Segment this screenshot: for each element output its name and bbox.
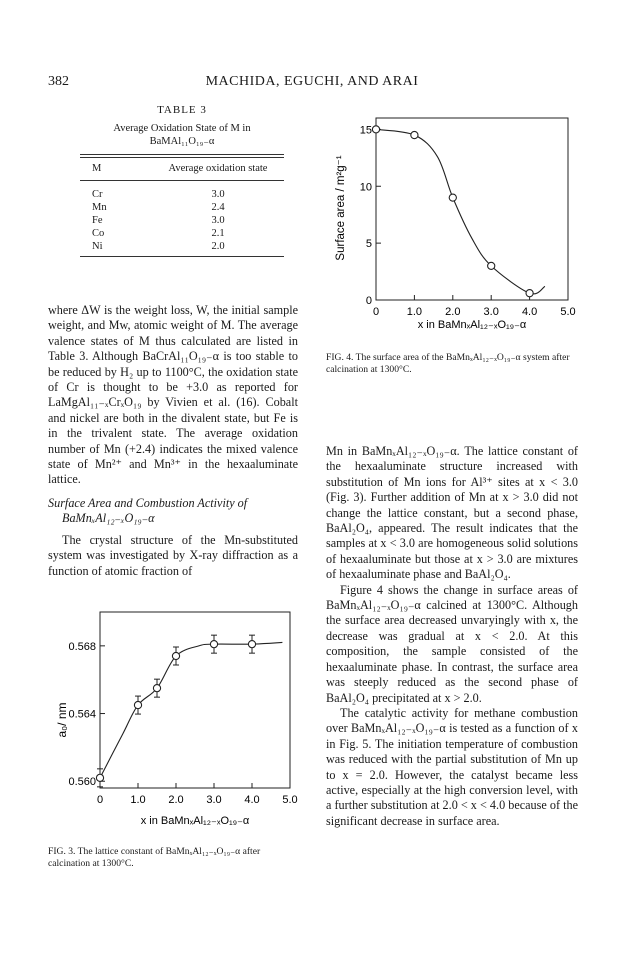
y-tick-label: 15 [359, 124, 372, 137]
table-header-state: Average oxidation state [168, 163, 268, 174]
y-tick-label: 0 [365, 295, 372, 307]
y-tick-label: 0.564 [68, 708, 96, 721]
x-tick-label: 2.0 [168, 794, 184, 806]
x-tick-label: 2.0 [445, 306, 461, 318]
data-point [526, 290, 533, 297]
x-axis-label: x in BaMnₓAl₁₂₋ₓO₁₉₋α [140, 815, 250, 827]
running-title: MACHIDA, EGUCHI, AND ARAI [205, 74, 419, 89]
table-cell-m: Mn [92, 202, 107, 213]
paragraph: where ΔW is the weight loss, W, the initial sample weight, and Mw, atomic weight of M. The average valence states of M thus calculated are listed in Table 3. Although BaCrAl₁₁O₁₉₋α is too stable to be reduced by H₂ up to 1100°C, the oxidation state of Cr is thought to be +3.0 as reported for LaMgAl₁₁₋ₓCrₓO₁₉ by Vivien et al. (16). Cobalt and nickel are both in the divalent state, but Fe is in the trivalent state. The average oxidation number of Mn (+2.4) indicates the mixed valence state of Mn²⁺ and Mn³⁺ in the hexaaluminate lattice. [48, 303, 298, 487]
page-header [0, 74, 624, 92]
left-column-text [48, 303, 298, 579]
x-tick-label: 4.0 [244, 794, 260, 806]
x-tick-label: 5.0 [560, 306, 576, 318]
paragraph: Figure 4 shows the change in surface areas of BaMnₓAl₁₂₋ₓO₁₉₋α calcined at 1300°C. Although the surface area decreased unvaryingly with x, the decrease was gradual at x < 2.0. At this composition, the sample consisted of the hexaaluminate phase. In contrast, the surface area was steeply reduced as the second phase of BaAl₂O₄ precipitated at x > 2.0. [326, 582, 578, 705]
x-tick-label: 5.0 [282, 794, 298, 806]
table-cell-state: 2.4 [211, 202, 225, 213]
data-point [153, 685, 160, 692]
table-top-rule [80, 154, 284, 155]
paragraph: The catalytic activity for methane combustion over BaMnₓAl₁₂₋ₓO₁₉₋α is tested as a function of x in Fig. 5. The initiation temperature of combustion was reduced with the partial substitution of Mn up to x = 2.0. However, the catalyst became less active, especially at the high conversion level, with a further substitution at 2.0 < x < 4.0 because of the significant decrease in surface area. [326, 705, 578, 828]
page-number: 382 [48, 74, 69, 89]
table-cell-m: Cr [92, 189, 103, 200]
figure-3-caption: FIG. 3. The lattice constant of BaMnₓAl₁₂₋ₓO₁₉₋α after calcination at 1300°C. [48, 846, 261, 869]
x-tick-label: 0 [96, 794, 104, 806]
figure-4-chart [326, 104, 584, 340]
x-tick-label: 3.0 [483, 306, 499, 318]
table-row [80, 214, 284, 227]
right-column-text [326, 444, 578, 829]
x-tick-label: 3.0 [206, 794, 222, 806]
y-tick-label: 10 [359, 181, 372, 194]
table-cell-state: 3.0 [211, 215, 225, 226]
y-axis-label: a₀/ nm [55, 702, 69, 738]
data-point [96, 774, 103, 781]
plot-frame [100, 612, 290, 788]
table-header-m: M [92, 163, 102, 174]
fit-curve [376, 129, 545, 294]
table-row [80, 227, 284, 240]
table-caption-line1: Average Oxidation State of M in [113, 123, 251, 134]
table-caption-line2: BaMAl₁₁O₁₉₋α [149, 136, 215, 147]
data-point [411, 131, 418, 138]
data-point [449, 194, 456, 201]
y-axis-label: Surface area / m²g⁻¹ [335, 155, 347, 261]
y-tick-label: 5 [365, 238, 372, 251]
figure-4-caption: FIG. 4. The surface area of the BaMnₓAl₁₂₋ₓO₁₉₋α system after calcination at 1300°C. [326, 352, 570, 375]
table-header-row [80, 163, 284, 174]
data-point [210, 641, 217, 648]
table-header-rule [80, 180, 284, 181]
table-3 [80, 104, 284, 257]
table-row [80, 188, 284, 201]
paragraph: Mn in BaMnₓAl₁₂₋ₓO₁₉₋α. The lattice constant of the hexaaluminate structure increased with substitution of Mn ions for Al³⁺ sites at x < 3.0 (Fig. 3). Further addition of Mn at x > 3.0 did not change the lattice constant, but a second phase, BaAl₂O₄, appeared. The result indicates that the samples at x < 3.0 are homogeneous solid solutions of hexaaluminate but those at x > 3.0 are mixtures of hexaaluminate phase and BaAl₂O₄. [326, 444, 578, 582]
table-cell-state: 2.0 [211, 241, 225, 252]
paragraph: The crystal structure of the Mn-substituted system was investigated by X-ray diffraction as a function of atomic fraction of [48, 532, 298, 578]
table-top-rule-2 [80, 157, 284, 158]
table-caption [80, 122, 284, 148]
x-tick-label: 4.0 [521, 306, 538, 318]
x-tick-label: 1.0 [406, 306, 423, 318]
table-row [80, 240, 284, 253]
table-cell-state: 2.1 [211, 228, 225, 239]
plot-frame [376, 118, 568, 300]
x-axis-label: x in BaMnₓAl₁₂₋ₓO₁₉₋α [417, 319, 527, 331]
data-point [134, 701, 141, 708]
table-cell-m: Ni [92, 241, 103, 252]
x-tick-label: 0 [372, 306, 380, 318]
x-tick-label: 1.0 [130, 794, 146, 806]
y-tick-label: 0.568 [68, 640, 96, 653]
data-point [488, 262, 495, 269]
figure-3-chart [44, 600, 306, 832]
table-cell-m: Fe [92, 215, 103, 226]
section-title-line2: BaMnₓAl₁₂₋ₓO₁₉₋α [62, 511, 155, 526]
table-cell-m: Co [92, 228, 105, 239]
fit-curve [100, 642, 282, 777]
data-point [172, 652, 179, 659]
section-title [48, 496, 298, 527]
table-label: TABLE 3 [157, 104, 207, 116]
section-title-line1: Surface Area and Combustion Activity of [48, 495, 248, 510]
table-bottom-rule [80, 256, 284, 257]
table-cell-state: 3.0 [211, 189, 225, 200]
y-tick-label: 0.560 [68, 776, 96, 789]
data-point [248, 641, 255, 648]
table-row [80, 201, 284, 214]
data-point [372, 126, 379, 133]
